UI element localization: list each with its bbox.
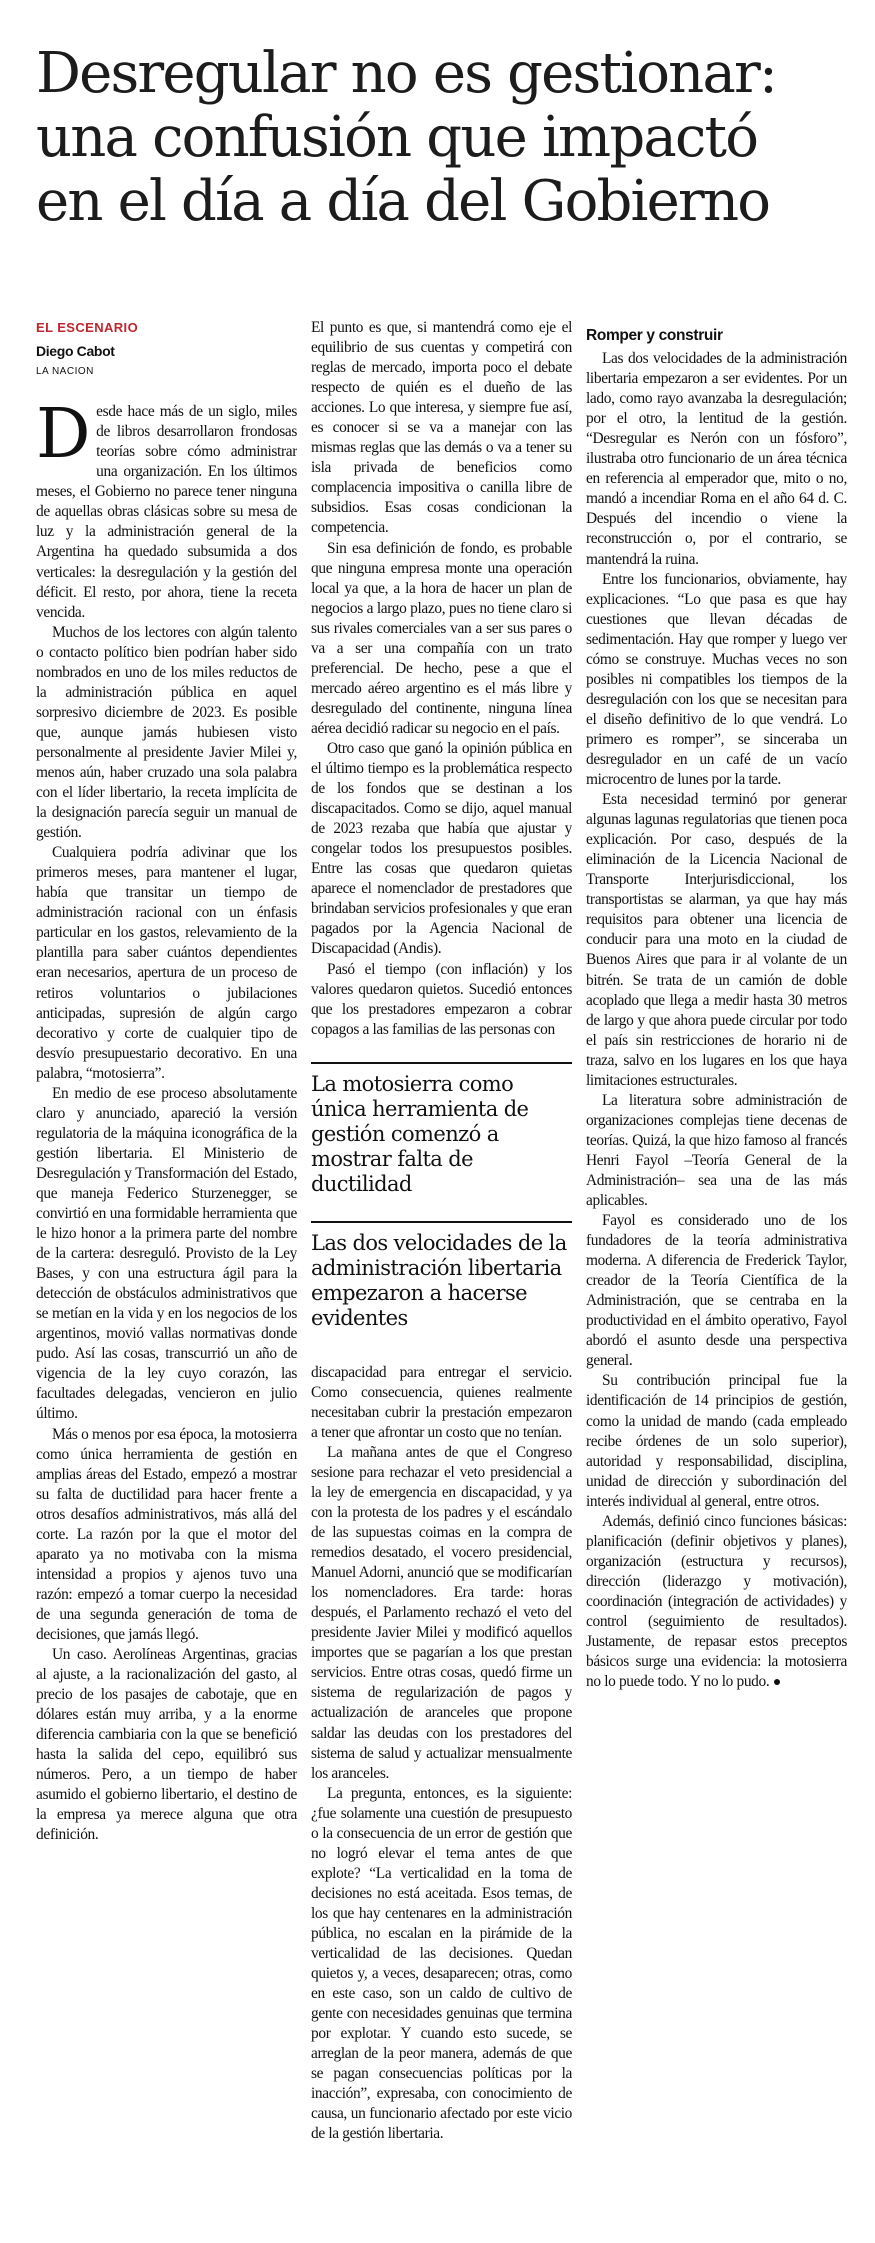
article-paragraph: Su contribución principal fue la identificación de 14 principios de gestión, como la unidad de mando (cada empleado recibe órdenes de un solo superior), autoridad y responsabilidad, disciplina, unidad de dirección y subordinación del interés individual al general, entre otros. [586,1372,847,1510]
pullquote: La motosierra como única herramienta de gestión comenzó a mostrar falta de ductilidad [311,1062,572,1207]
author-source: LA NACION [36,366,94,378]
article-column-2 [311,318,572,2218]
pullquote: Las dos velocidades de la administración libertaria empezaron a hacerse evidentes [311,1221,572,1341]
article-paragraph: Fayol es considerado uno de los fundadores de la teoría administrativa moderna. A diferencia de Frederick Taylor, creador de la Teoría Científica de la Administración, que se centraba en la productividad en el ámbito operativo, Fayol abordó el asunto desde una perspectiva general. [586,1212,847,1370]
author-name: Diego Cabot [36,343,115,360]
article-paragraph: Pasó el tiempo (con inflación) y los valores quedaron quietos. Sucedió entonces que los prestadores empezaron a cobrar copagos a las familias de las personas con [311,960,572,1038]
article-paragraph [586,1512,847,1693]
headline-line: una confusión que impactó [36,105,758,170]
article-paragraph: Cualquiera podría adivinar que los primeros meses, para mantener el lugar, había que transitar un tiempo de administración racional con un énfasis particular en los gastos, relevamiento de la plantilla para saber cuántos dependientes eran necesarios, apertura de un proceso de retiros voluntarios o jubilaciones anticipadas, supresión de algún cargo decorativo y corte de cualquier tipo de desvío presupuestario decorativo. En una palabra, “motosierra”. [36,844,297,1082]
article-column-1 [36,318,297,2218]
article-paragraph: Otro caso que ganó la opinión pública en el último tiempo es la problemática respecto de los fondos que se destinan a los discapacitados. Como se dijo, aquel manual de 2023 rezaba que había que ajustar y congelar todos los presupuestos posibles. Entre las cosas que quedaron quietas aparece el nomenclador de prestadores que brindaban servicios profesionales y que eran pagados por la Agencia Nacional de Discapacidad (Andis). [311,739,572,958]
drop-cap: D [36,395,91,475]
article-paragraph [36,395,297,623]
article-paragraph: En medio de ese proceso absolutamente claro y anunciado, apareció la versión regulatoria de la máquina iconográfica de la gestión libertaria. El Ministerio de Desregulación y Transformación del Estado, que maneja Federico Sturzenegger, se convirtió en una formidable herramienta que le hizo honor a la primera parte del nombre de la cartera: desreguló. Provisto de la Ley Bases, y con una estructura ágil para la detección de obstáculos administrativos que se metían en la vida y en los negocios de los argentinos, movió vallas normativas donde pudo. Así las cosas, transcurrió un año de vigencia de la ley cuyo corazón, las facultades delegadas, vencieron en julio último. [36,1084,297,1423]
article-paragraph: La pregunta, entonces, es la siguiente: ¿fue solamente una cuestión de presupuesto o la consecuencia de un error de gestión que no logró elevar el tema antes de que explote? “La verticalidad en la toma de decisiones no está aceitada. Esos temas, de los que hay centenares en la administración pública, no escalan en la pirámide de la verticalidad de las decisiones. Quedan quietos y, a veces, desaparecen; otras, como en este caso, son un caldo de cultivo de gente con necesidades genuinas que termina por explotar. Y cuando esto sucede, se arreglan de la peor manera, además de que se pagan consecuencias políticas por la inacción”, expresaba, con conocimiento de causa, un funcionario afectado por este vicio de la gestión libertaria. [311,1784,572,2143]
pullquote-block [311,1062,572,1341]
article-paragraph: La literatura sobre administración de organizaciones complejas tiene decenas de teorías. Quizá, la que hizo famoso al francés Henri Fayol –Teoría General de la Administración– sea una de las más aplicables. [586,1091,847,1210]
paragraph-text: esde hace más de un siglo, miles de libros desarrollaron frondosas teorías sobre cómo administrar una organización. En los últimos meses, el Gobierno no parece tener ninguna de aquellas obras clásicas sobre su mesa de luz y la administración general de la Argentina ha quedado subsumida a dos verticales: la desregulación y la gestión del déficit. El resto, por ahora, tiene la receta vencida. [36,403,297,621]
article-paragraph: La mañana antes de que el Congreso sesione para rechazar el veto presidencial a la ley de emergencia en discapacidad, y ya con la protesta de los padres y el escándalo de las supuestas coimas en la compra de remedios desatado, el vocero presidencial, Manuel Adorni, anunció que se modificarían los nomencladores. Era tarde: horas después, el Parlamento rechazó el veto del presidente Javier Milei y modificó aquellos importes que se pagarían a los que prestan servicios. Entre otras cosas, quedó firme un sistema de regularización de pagos y actualización de aranceles que propone saldar las deudas con los prestadores del sistema de salud y actualizar mensualmente los aranceles. [311,1443,572,1782]
article-paragraph: Entre los funcionarios, obviamente, hay explicaciones. “Lo que pasa es que hay cuestiones que llevan décadas de sedimentación. Hay que romper y luego ver cómo se construye. Muchas veces no son posibles ni compatibles los tiempos de la desregulación con los que se necesitan para el diseño definitivo de lo que vendrá. Lo primero es romper”, se sinceraba un desregulador en un café de un vacío microcentro de lunes por la tarde. [586,570,847,789]
subheading: Romper y construir [586,327,723,344]
paragraph-text: Además, definió cinco funciones básicas: planificación (definir objetivos y planes), organización (estructura y recursos), dirección (liderazgo y motivación), coordinación (integración de actividades) y control (seguimiento de resultados). Justamente, de repasar estos preceptos básicos surge una evidencia: la motosierra no lo puede todo. Y no lo pudo. [586,1512,847,1691]
article-paragraph: Las dos velocidades de la administración libertaria empezaron a ser evidentes. Por un lado, como rayo avanzaba la desregulación; por el otro, la lentitud de la gestión. “Desregular es Nerón con un fósforo”, ilustraba otro funcionario de un área técnica en referencia al emperador que, mito o no, mandó a incendiar Roma en el año 64 d. C. Después del incendio o viene la reconstrucción o, por el contrario, se mantendrá la ruina. [586,350,847,568]
end-mark-icon: ● [772,1675,781,1691]
article-paragraph: Esta necesidad terminó por generar algunas lagunas regulatorias que tienen poca explicación. Por caso, después de la eliminación de la Licencia Nacional de Transporte Interjurisdiccional, los transportistas se alarman, ya que hay más requisitos para obtener una licencia de conducir para una moto en la ciudad de Buenos Aires que para ir al volante de un bitrén. Se trata de un camión de doble acoplado que llega a medir hasta 30 metros de largo y que ahora puede circular por todo el país sin restricciones de horario ni de traza, salvo en los lugares en los que haya limitaciones estructurales. [586,791,847,1089]
article-paragraph: Más o menos por esa época, la motosierra como única herramienta de gestión en amplias áreas del Estado, empezó a mostrar su falta de ductilidad para hacer frente a otros desafíos administrativos, más allá del corte. La razón por la que el motor del aparato ya no motivaba con la misma intensidad a propios y ajenos tuvo una razón: empezó a tomar cuerpo la necesidad de una segunda generación de toma de decisiones, que jamás llegó. [36,1425,297,1643]
article-paragraph: Muchos de los lectores con algún talento o contacto político bien podrían haber sido nombrados en uno de los miles reductos de la administración pública en aquel sorpresivo diciembre de 2023. Es posible que, aunque jamás hubiesen visto personalmente al presidente Javier Milei y, menos aún, haber cruzado una sola palabra con el líder libertario, la receta implícita de la designación parecía seguir un manual de gestión. [36,623,297,842]
article-paragraph: discapacidad para entregar el servicio. Como consecuencia, quienes realmente necesitaban cubrir la prestación empezaron a tener que afrontar un costo que no tenían. [311,1363,572,1441]
headline-line: Desregular no es gestionar: [36,41,777,106]
headline [36,42,856,234]
article-column-3 [586,318,847,2218]
section-label: EL ESCENARIO [36,320,139,335]
headline-line: en el día a día del Gobierno [36,169,770,234]
article-paragraph: Sin esa definición de fondo, es probable que ninguna empresa monte una operación local ya que, a la hora de hacer un plan de negocios a largo plazo, pues no tiene claro si sus rivales comerciales van a ser sus pares o va a ser una compañía con un trato preferencial. De hecho, pese a que el mercado aéreo argentino es el más libre y desregulado del continente, ninguna línea aérea decidió radicar su negocio en el país. [311,539,572,737]
article-paragraph: Un caso. Aerolíneas Argentinas, gracias al ajuste, a la racionalización del gasto, al precio de los pasajes de cabotaje, que en dólares están muy arriba, y a la enorme diferencia cambiaria con la que se benefició hasta la salida del cepo, equilibró sus números. Pero, a un tiempo de haber asumido el gobierno libertario, el destino de la empresa ya merece alguna que otra definición. [36,1646,297,1844]
article-paragraph: El punto es que, si mantendrá como eje el equilibrio de sus cuentas y competirá con reglas de mercado, importa poco el debate respecto de quién es el dueño de las acciones. Lo que interesa, y siempre fue así, es conocer si se va a manejar con las mismas reglas que las demás o va a tener su isla privada de beneficios como complacencia impositiva o canilla libre de subsidios. Esas cosas condicionan la competencia. [311,319,572,537]
